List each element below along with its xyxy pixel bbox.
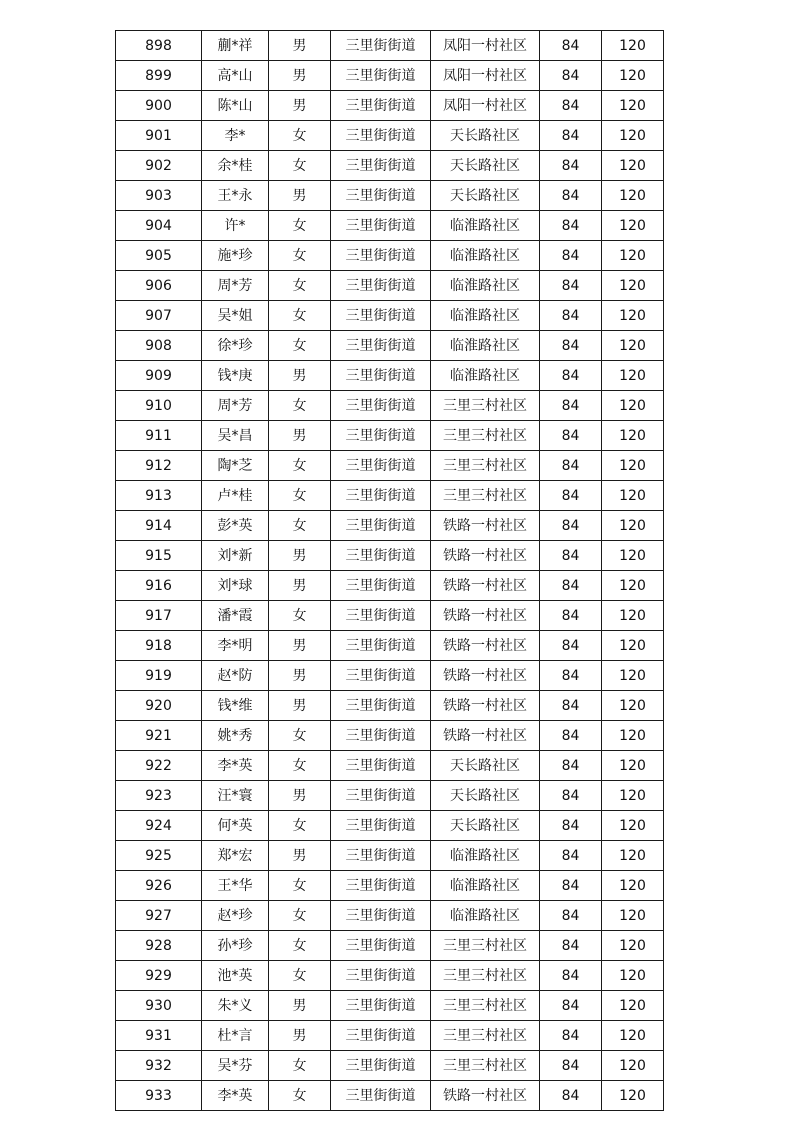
table-row <box>116 511 664 541</box>
cell-value-a: 84 <box>540 721 602 751</box>
cell-value-b: 120 <box>602 931 664 961</box>
cell-value-b: 120 <box>602 391 664 421</box>
cell-value-a: 84 <box>540 631 602 661</box>
cell-gender: 女 <box>269 601 331 631</box>
cell-value-a: 84 <box>540 361 602 391</box>
cell-serial-number: 933 <box>116 1081 202 1111</box>
cell-community: 三里三村社区 <box>431 391 540 421</box>
cell-value-b: 120 <box>602 271 664 301</box>
cell-community: 铁路一村社区 <box>431 721 540 751</box>
table-row <box>116 991 664 1021</box>
cell-gender: 男 <box>269 991 331 1021</box>
cell-value-b: 120 <box>602 781 664 811</box>
cell-street: 三里街街道 <box>331 961 431 991</box>
cell-value-b: 120 <box>602 871 664 901</box>
cell-value-b: 120 <box>602 151 664 181</box>
cell-community: 三里三村社区 <box>431 481 540 511</box>
cell-gender: 男 <box>269 661 331 691</box>
cell-gender: 男 <box>269 31 331 61</box>
cell-street: 三里街街道 <box>331 61 431 91</box>
cell-serial-number: 902 <box>116 151 202 181</box>
cell-street: 三里街街道 <box>331 421 431 451</box>
cell-name: 李*英 <box>202 1081 269 1111</box>
cell-community: 铁路一村社区 <box>431 511 540 541</box>
cell-gender: 男 <box>269 541 331 571</box>
cell-street: 三里街街道 <box>331 481 431 511</box>
cell-community: 临淮路社区 <box>431 901 540 931</box>
cell-name: 钱*庚 <box>202 361 269 391</box>
cell-gender: 男 <box>269 91 331 121</box>
cell-serial-number: 910 <box>116 391 202 421</box>
cell-serial-number: 917 <box>116 601 202 631</box>
cell-value-a: 84 <box>540 991 602 1021</box>
cell-community: 临淮路社区 <box>431 271 540 301</box>
table-row <box>116 841 664 871</box>
cell-gender: 女 <box>269 811 331 841</box>
cell-gender: 女 <box>269 1081 331 1111</box>
cell-community: 临淮路社区 <box>431 211 540 241</box>
records-table <box>115 30 664 1111</box>
cell-name: 郑*宏 <box>202 841 269 871</box>
cell-community: 三里三村社区 <box>431 1021 540 1051</box>
cell-community: 天长路社区 <box>431 181 540 211</box>
cell-value-b: 120 <box>602 31 664 61</box>
cell-street: 三里街街道 <box>331 991 431 1021</box>
cell-serial-number: 907 <box>116 301 202 331</box>
table-row <box>116 631 664 661</box>
table-row <box>116 1051 664 1081</box>
table-row <box>116 481 664 511</box>
cell-street: 三里街街道 <box>331 871 431 901</box>
table-row <box>116 91 664 121</box>
cell-serial-number: 915 <box>116 541 202 571</box>
cell-community: 三里三村社区 <box>431 931 540 961</box>
cell-serial-number: 926 <box>116 871 202 901</box>
cell-street: 三里街街道 <box>331 211 431 241</box>
cell-name: 施*珍 <box>202 241 269 271</box>
cell-community: 铁路一村社区 <box>431 691 540 721</box>
document-page <box>115 30 664 1111</box>
cell-community: 铁路一村社区 <box>431 1081 540 1111</box>
cell-gender: 女 <box>269 481 331 511</box>
cell-name: 刘*球 <box>202 571 269 601</box>
cell-gender: 男 <box>269 691 331 721</box>
cell-name: 赵*珍 <box>202 901 269 931</box>
cell-gender: 女 <box>269 871 331 901</box>
cell-community: 临淮路社区 <box>431 331 540 361</box>
cell-value-b: 120 <box>602 961 664 991</box>
cell-serial-number: 929 <box>116 961 202 991</box>
table-row <box>116 691 664 721</box>
cell-value-b: 120 <box>602 61 664 91</box>
cell-gender: 女 <box>269 451 331 481</box>
cell-value-b: 120 <box>602 91 664 121</box>
cell-street: 三里街街道 <box>331 331 431 361</box>
table-row <box>116 541 664 571</box>
cell-community: 铁路一村社区 <box>431 541 540 571</box>
cell-value-b: 120 <box>602 331 664 361</box>
cell-gender: 男 <box>269 571 331 601</box>
cell-value-a: 84 <box>540 271 602 301</box>
cell-community: 三里三村社区 <box>431 991 540 1021</box>
cell-value-a: 84 <box>540 91 602 121</box>
cell-community: 铁路一村社区 <box>431 571 540 601</box>
cell-gender: 女 <box>269 301 331 331</box>
cell-street: 三里街街道 <box>331 91 431 121</box>
cell-street: 三里街街道 <box>331 541 431 571</box>
table-row <box>116 301 664 331</box>
cell-value-b: 120 <box>602 811 664 841</box>
cell-value-b: 120 <box>602 571 664 601</box>
cell-name: 蒯*祥 <box>202 31 269 61</box>
cell-value-a: 84 <box>540 451 602 481</box>
cell-serial-number: 919 <box>116 661 202 691</box>
table-row <box>116 931 664 961</box>
cell-value-a: 84 <box>540 241 602 271</box>
table-row <box>116 331 664 361</box>
cell-gender: 女 <box>269 721 331 751</box>
cell-community: 三里三村社区 <box>431 421 540 451</box>
cell-street: 三里街街道 <box>331 571 431 601</box>
cell-street: 三里街街道 <box>331 691 431 721</box>
cell-value-a: 84 <box>540 211 602 241</box>
cell-serial-number: 903 <box>116 181 202 211</box>
cell-value-a: 84 <box>540 481 602 511</box>
cell-serial-number: 905 <box>116 241 202 271</box>
cell-name: 姚*秀 <box>202 721 269 751</box>
cell-community: 凤阳一村社区 <box>431 91 540 121</box>
cell-value-a: 84 <box>540 661 602 691</box>
table-row <box>116 271 664 301</box>
cell-value-b: 120 <box>602 1081 664 1111</box>
cell-value-b: 120 <box>602 481 664 511</box>
cell-value-a: 84 <box>540 901 602 931</box>
cell-community: 临淮路社区 <box>431 241 540 271</box>
cell-value-a: 84 <box>540 121 602 151</box>
cell-street: 三里街街道 <box>331 151 431 181</box>
cell-serial-number: 898 <box>116 31 202 61</box>
cell-name: 周*芳 <box>202 271 269 301</box>
cell-value-b: 120 <box>602 241 664 271</box>
cell-serial-number: 916 <box>116 571 202 601</box>
cell-street: 三里街街道 <box>331 1051 431 1081</box>
cell-value-a: 84 <box>540 1081 602 1111</box>
cell-street: 三里街街道 <box>331 931 431 961</box>
cell-street: 三里街街道 <box>331 391 431 421</box>
table-row <box>116 1021 664 1051</box>
cell-value-b: 120 <box>602 601 664 631</box>
cell-value-a: 84 <box>540 421 602 451</box>
cell-street: 三里街街道 <box>331 781 431 811</box>
cell-value-b: 120 <box>602 301 664 331</box>
cell-street: 三里街街道 <box>331 811 431 841</box>
cell-value-a: 84 <box>540 181 602 211</box>
cell-value-a: 84 <box>540 571 602 601</box>
cell-value-b: 120 <box>602 181 664 211</box>
cell-value-a: 84 <box>540 781 602 811</box>
cell-name: 卢*桂 <box>202 481 269 511</box>
cell-gender: 女 <box>269 511 331 541</box>
cell-street: 三里街街道 <box>331 181 431 211</box>
cell-value-b: 120 <box>602 1051 664 1081</box>
cell-value-a: 84 <box>540 31 602 61</box>
cell-value-b: 120 <box>602 721 664 751</box>
cell-serial-number: 924 <box>116 811 202 841</box>
cell-community: 天长路社区 <box>431 121 540 151</box>
cell-value-a: 84 <box>540 541 602 571</box>
cell-name: 陶*芝 <box>202 451 269 481</box>
cell-value-a: 84 <box>540 331 602 361</box>
cell-serial-number: 913 <box>116 481 202 511</box>
table-row <box>116 31 664 61</box>
cell-street: 三里街街道 <box>331 301 431 331</box>
cell-name: 李*英 <box>202 751 269 781</box>
cell-value-a: 84 <box>540 511 602 541</box>
cell-value-a: 84 <box>540 691 602 721</box>
cell-community: 三里三村社区 <box>431 451 540 481</box>
cell-community: 铁路一村社区 <box>431 631 540 661</box>
cell-name: 彭*英 <box>202 511 269 541</box>
table-row <box>116 121 664 151</box>
table-row <box>116 781 664 811</box>
cell-value-b: 120 <box>602 1021 664 1051</box>
cell-name: 潘*霞 <box>202 601 269 631</box>
table-row <box>116 211 664 241</box>
cell-street: 三里街街道 <box>331 601 431 631</box>
cell-name: 汪*寰 <box>202 781 269 811</box>
table-row <box>116 421 664 451</box>
table-row <box>116 751 664 781</box>
cell-serial-number: 912 <box>116 451 202 481</box>
cell-value-b: 120 <box>602 211 664 241</box>
cell-serial-number: 899 <box>116 61 202 91</box>
cell-serial-number: 901 <box>116 121 202 151</box>
cell-street: 三里街街道 <box>331 841 431 871</box>
cell-name: 许* <box>202 211 269 241</box>
cell-value-b: 120 <box>602 421 664 451</box>
cell-street: 三里街街道 <box>331 751 431 781</box>
cell-street: 三里街街道 <box>331 1021 431 1051</box>
table-row <box>116 961 664 991</box>
cell-name: 何*英 <box>202 811 269 841</box>
cell-value-a: 84 <box>540 841 602 871</box>
cell-community: 三里三村社区 <box>431 961 540 991</box>
cell-value-a: 84 <box>540 871 602 901</box>
table-row <box>116 811 664 841</box>
cell-community: 凤阳一村社区 <box>431 31 540 61</box>
cell-community: 三里三村社区 <box>431 1051 540 1081</box>
cell-value-a: 84 <box>540 1051 602 1081</box>
cell-gender: 男 <box>269 841 331 871</box>
table-row <box>116 361 664 391</box>
cell-gender: 女 <box>269 1051 331 1081</box>
cell-serial-number: 923 <box>116 781 202 811</box>
cell-serial-number: 914 <box>116 511 202 541</box>
cell-value-b: 120 <box>602 691 664 721</box>
cell-gender: 女 <box>269 241 331 271</box>
cell-serial-number: 931 <box>116 1021 202 1051</box>
cell-value-a: 84 <box>540 811 602 841</box>
cell-gender: 女 <box>269 391 331 421</box>
cell-community: 临淮路社区 <box>431 361 540 391</box>
cell-street: 三里街街道 <box>331 1081 431 1111</box>
cell-value-b: 120 <box>602 361 664 391</box>
cell-value-b: 120 <box>602 751 664 781</box>
cell-serial-number: 928 <box>116 931 202 961</box>
cell-gender: 女 <box>269 271 331 301</box>
cell-community: 天长路社区 <box>431 811 540 841</box>
cell-street: 三里街街道 <box>331 631 431 661</box>
cell-gender: 女 <box>269 331 331 361</box>
cell-name: 杜*言 <box>202 1021 269 1051</box>
cell-serial-number: 900 <box>116 91 202 121</box>
cell-community: 天长路社区 <box>431 151 540 181</box>
cell-name: 刘*新 <box>202 541 269 571</box>
cell-value-b: 120 <box>602 541 664 571</box>
cell-community: 铁路一村社区 <box>431 601 540 631</box>
cell-community: 临淮路社区 <box>431 301 540 331</box>
cell-gender: 女 <box>269 751 331 781</box>
cell-serial-number: 906 <box>116 271 202 301</box>
cell-name: 李* <box>202 121 269 151</box>
cell-name: 余*桂 <box>202 151 269 181</box>
cell-gender: 女 <box>269 121 331 151</box>
cell-value-a: 84 <box>540 391 602 421</box>
cell-gender: 男 <box>269 361 331 391</box>
cell-value-a: 84 <box>540 61 602 91</box>
cell-street: 三里街街道 <box>331 451 431 481</box>
table-row <box>116 151 664 181</box>
cell-gender: 男 <box>269 631 331 661</box>
cell-serial-number: 908 <box>116 331 202 361</box>
table-row <box>116 901 664 931</box>
cell-street: 三里街街道 <box>331 271 431 301</box>
cell-gender: 男 <box>269 1021 331 1051</box>
cell-value-b: 120 <box>602 991 664 1021</box>
cell-name: 朱*义 <box>202 991 269 1021</box>
table-row <box>116 391 664 421</box>
table-row <box>116 871 664 901</box>
cell-value-a: 84 <box>540 151 602 181</box>
cell-serial-number: 932 <box>116 1051 202 1081</box>
cell-community: 铁路一村社区 <box>431 661 540 691</box>
cell-gender: 男 <box>269 181 331 211</box>
cell-name: 徐*珍 <box>202 331 269 361</box>
cell-gender: 女 <box>269 901 331 931</box>
cell-community: 天长路社区 <box>431 751 540 781</box>
cell-name: 李*明 <box>202 631 269 661</box>
cell-name: 王*永 <box>202 181 269 211</box>
cell-serial-number: 930 <box>116 991 202 1021</box>
cell-serial-number: 911 <box>116 421 202 451</box>
cell-value-b: 120 <box>602 121 664 151</box>
cell-value-a: 84 <box>540 751 602 781</box>
cell-street: 三里街街道 <box>331 661 431 691</box>
cell-gender: 女 <box>269 151 331 181</box>
table-row <box>116 661 664 691</box>
cell-serial-number: 909 <box>116 361 202 391</box>
cell-value-a: 84 <box>540 1021 602 1051</box>
cell-name: 吴*昌 <box>202 421 269 451</box>
cell-name: 赵*防 <box>202 661 269 691</box>
cell-value-a: 84 <box>540 601 602 631</box>
cell-gender: 女 <box>269 961 331 991</box>
cell-value-a: 84 <box>540 931 602 961</box>
cell-value-b: 120 <box>602 841 664 871</box>
cell-serial-number: 922 <box>116 751 202 781</box>
cell-name: 吴*姐 <box>202 301 269 331</box>
table-row <box>116 181 664 211</box>
table-row <box>116 1081 664 1111</box>
cell-name: 钱*维 <box>202 691 269 721</box>
cell-name: 池*英 <box>202 961 269 991</box>
cell-street: 三里街街道 <box>331 901 431 931</box>
cell-street: 三里街街道 <box>331 721 431 751</box>
cell-name: 周*芳 <box>202 391 269 421</box>
cell-gender: 女 <box>269 211 331 241</box>
cell-gender: 男 <box>269 421 331 451</box>
cell-name: 高*山 <box>202 61 269 91</box>
cell-street: 三里街街道 <box>331 511 431 541</box>
cell-value-b: 120 <box>602 511 664 541</box>
cell-community: 临淮路社区 <box>431 871 540 901</box>
cell-gender: 男 <box>269 781 331 811</box>
cell-serial-number: 918 <box>116 631 202 661</box>
records-table-body <box>116 31 664 1111</box>
table-row <box>116 241 664 271</box>
cell-serial-number: 904 <box>116 211 202 241</box>
cell-community: 天长路社区 <box>431 781 540 811</box>
cell-street: 三里街街道 <box>331 31 431 61</box>
cell-name: 吴*芬 <box>202 1051 269 1081</box>
cell-value-b: 120 <box>602 901 664 931</box>
cell-street: 三里街街道 <box>331 121 431 151</box>
cell-community: 凤阳一村社区 <box>431 61 540 91</box>
cell-value-b: 120 <box>602 661 664 691</box>
cell-gender: 男 <box>269 61 331 91</box>
cell-name: 孙*珍 <box>202 931 269 961</box>
cell-gender: 女 <box>269 931 331 961</box>
table-row <box>116 61 664 91</box>
cell-serial-number: 925 <box>116 841 202 871</box>
table-row <box>116 721 664 751</box>
table-row <box>116 601 664 631</box>
table-row <box>116 571 664 601</box>
cell-serial-number: 921 <box>116 721 202 751</box>
table-row <box>116 451 664 481</box>
cell-name: 王*华 <box>202 871 269 901</box>
cell-value-b: 120 <box>602 631 664 661</box>
cell-serial-number: 920 <box>116 691 202 721</box>
cell-name: 陈*山 <box>202 91 269 121</box>
cell-value-b: 120 <box>602 451 664 481</box>
cell-street: 三里街街道 <box>331 241 431 271</box>
cell-serial-number: 927 <box>116 901 202 931</box>
cell-community: 临淮路社区 <box>431 841 540 871</box>
cell-value-a: 84 <box>540 301 602 331</box>
cell-value-a: 84 <box>540 961 602 991</box>
cell-street: 三里街街道 <box>331 361 431 391</box>
